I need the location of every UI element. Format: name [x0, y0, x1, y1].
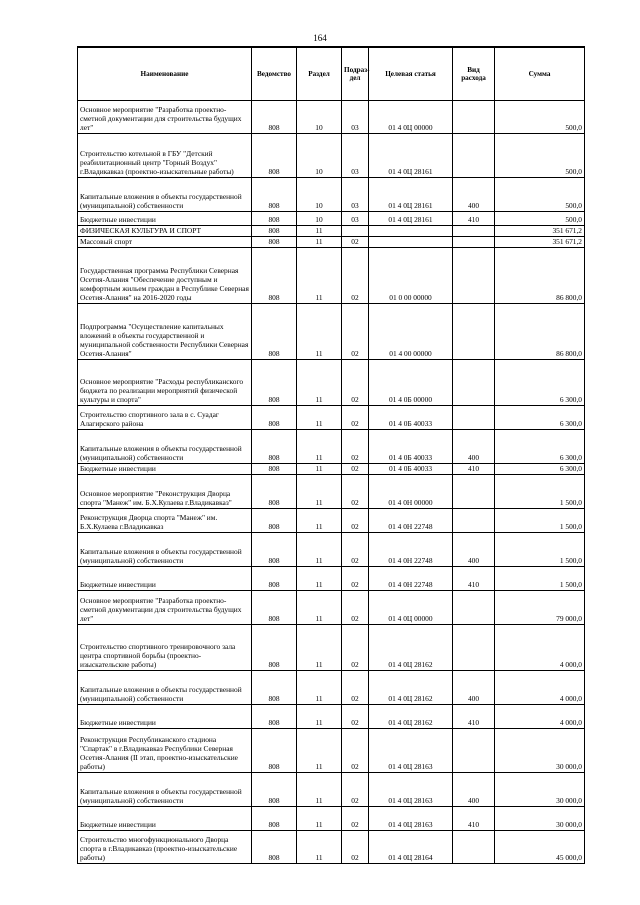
cell-amount: 6 300,0 [495, 360, 585, 406]
table-row [78, 671, 585, 705]
cell-target [369, 237, 453, 248]
cell-subsection: 02 [342, 475, 369, 509]
table-row [78, 101, 585, 134]
cell-amount: 79 000,0 [495, 591, 585, 625]
cell-expense [453, 625, 495, 671]
cell-section: 11 [297, 705, 342, 729]
cell-subsection: 02 [342, 237, 369, 248]
cell-amount: 6 300,0 [495, 406, 585, 430]
cell-department: 808 [252, 831, 297, 864]
cell-target: 01 4 0Н 22748 [369, 567, 453, 591]
cell-expense [453, 101, 495, 134]
table-row [78, 134, 585, 178]
cell-amount: 6 300,0 [495, 464, 585, 475]
cell-target: 01 4 0Н 22748 [369, 509, 453, 533]
cell-expense [453, 237, 495, 248]
cell-name: ФИЗИЧЕСКАЯ КУЛЬТУРА И СПОРТ [78, 226, 252, 237]
table-row [78, 248, 585, 304]
table-row [78, 212, 585, 226]
cell-name: Капитальные вложения в объекты государственной (муниципальной) собственности [78, 773, 252, 807]
cell-section: 11 [297, 237, 342, 248]
cell-department: 808 [252, 178, 297, 212]
cell-section: 11 [297, 567, 342, 591]
cell-name: Строительство спортивного зала в с. Суадаг Алагирского района [78, 406, 252, 430]
cell-target: 01 4 0Ц 28163 [369, 807, 453, 831]
header-amount: Сумма [495, 47, 585, 101]
cell-subsection: 02 [342, 591, 369, 625]
cell-name: Капитальные вложения в объекты государственной (муниципальной) собственности [78, 178, 252, 212]
cell-target: 01 4 0Ц 28162 [369, 705, 453, 729]
header-department: Ведомство [252, 47, 297, 101]
cell-department: 808 [252, 360, 297, 406]
cell-expense: 400 [453, 178, 495, 212]
cell-amount: 500,0 [495, 134, 585, 178]
table-row [78, 237, 585, 248]
cell-target: 01 4 0Ц 00000 [369, 591, 453, 625]
cell-expense: 400 [453, 533, 495, 567]
cell-section: 11 [297, 304, 342, 360]
cell-expense: 410 [453, 567, 495, 591]
cell-expense [453, 729, 495, 773]
table-row [78, 625, 585, 671]
cell-subsection: 02 [342, 430, 369, 464]
cell-department: 808 [252, 509, 297, 533]
cell-section: 11 [297, 360, 342, 406]
table-row [78, 773, 585, 807]
cell-target: 01 4 0Ц 00000 [369, 101, 453, 134]
cell-target: 01 4 0Н 22748 [369, 533, 453, 567]
header-subsection: Подраз- дел [342, 47, 369, 101]
cell-expense [453, 831, 495, 864]
cell-amount: 1 500,0 [495, 533, 585, 567]
cell-section: 11 [297, 248, 342, 304]
cell-expense: 400 [453, 430, 495, 464]
cell-amount: 45 000,0 [495, 831, 585, 864]
cell-target: 01 4 0Н 00000 [369, 475, 453, 509]
table-row [78, 567, 585, 591]
cell-amount: 86 800,0 [495, 304, 585, 360]
cell-amount: 500,0 [495, 212, 585, 226]
cell-amount: 500,0 [495, 101, 585, 134]
table-row [78, 533, 585, 567]
cell-subsection: 02 [342, 304, 369, 360]
cell-name: Основное мероприятие "Реконструкция Дворца спорта "Манеж" им. Б.Х.Кулаева г.Владикавказ" [78, 475, 252, 509]
cell-expense: 410 [453, 464, 495, 475]
cell-target: 01 4 0Ц 28161 [369, 134, 453, 178]
cell-amount: 4 000,0 [495, 625, 585, 671]
cell-expense [453, 406, 495, 430]
cell-target: 01 4 00 00000 [369, 304, 453, 360]
cell-subsection: 02 [342, 248, 369, 304]
cell-amount: 30 000,0 [495, 807, 585, 831]
cell-name: Государственная программа Республики Северная Осетия-Алания "Обеспечение доступным и комфортным жильем граждан в Республике Северная Осетия-Алания" на 2016-2020 годы [78, 248, 252, 304]
cell-target: 01 4 0Ц 28164 [369, 831, 453, 864]
cell-name: Строительство многофункционального Дворца спорта в г.Владикавказ (проектно-изыскательские работы) [78, 831, 252, 864]
cell-name: Бюджетные инвестиции [78, 705, 252, 729]
cell-name: Капитальные вложения в объекты государственной (муниципальной) собственности [78, 533, 252, 567]
header-expense: Вид расхода [453, 47, 495, 101]
cell-department: 808 [252, 773, 297, 807]
cell-target: 01 4 0Ц 28162 [369, 625, 453, 671]
cell-subsection: 02 [342, 567, 369, 591]
cell-section: 10 [297, 101, 342, 134]
cell-name: Основное мероприятие "Расходы республиканского бюджета по реализации мероприятий физической культуры и спорта" [78, 360, 252, 406]
cell-target: 01 4 0Ц 28162 [369, 671, 453, 705]
table-row [78, 360, 585, 406]
cell-expense [453, 304, 495, 360]
cell-section: 11 [297, 831, 342, 864]
cell-section: 10 [297, 134, 342, 178]
cell-amount: 1 500,0 [495, 567, 585, 591]
cell-target: 01 4 0Ц 28161 [369, 178, 453, 212]
cell-section: 11 [297, 773, 342, 807]
cell-name: Подпрограмма "Осуществление капитальных вложений в объекты государственной и муниципальной собственности Республики Северная Осетия-Алания" [78, 304, 252, 360]
cell-amount: 351 671,2 [495, 226, 585, 237]
cell-department: 808 [252, 475, 297, 509]
cell-target: 01 4 0Б 00000 [369, 360, 453, 406]
cell-department: 808 [252, 430, 297, 464]
cell-department: 808 [252, 101, 297, 134]
cell-expense [453, 591, 495, 625]
cell-name: Основное мероприятие "Разработка проектно-сметной документации для строительства будущих лет" [78, 591, 252, 625]
table-row [78, 831, 585, 864]
cell-subsection: 02 [342, 773, 369, 807]
table-row [78, 705, 585, 729]
table-row [78, 178, 585, 212]
cell-section: 11 [297, 464, 342, 475]
table-header-row [78, 47, 585, 101]
cell-section: 11 [297, 591, 342, 625]
cell-subsection: 02 [342, 406, 369, 430]
cell-expense: 400 [453, 671, 495, 705]
cell-name: Строительство спортивного тренировочного зала центра спортивной борьбы (проектно-изыскательские работы) [78, 625, 252, 671]
cell-name: Бюджетные инвестиции [78, 212, 252, 226]
cell-target: 01 0 00 00000 [369, 248, 453, 304]
cell-name: Бюджетные инвестиции [78, 567, 252, 591]
cell-name: Бюджетные инвестиции [78, 464, 252, 475]
cell-expense [453, 248, 495, 304]
budget-table [77, 46, 585, 864]
cell-subsection: 02 [342, 533, 369, 567]
cell-department: 808 [252, 591, 297, 625]
cell-name: Реконструкция Республиканского стадиона "Спартак" в г.Владикавказ Республики Северная Осетия-Алания (II этап, проектно-изыскательские работы) [78, 729, 252, 773]
header-name: Наименование [78, 47, 252, 101]
cell-name: Реконструкция Дворца спорта "Манеж" им. Б.Х.Кулаева г.Владикавказ [78, 509, 252, 533]
cell-subsection: 03 [342, 212, 369, 226]
table-row [78, 509, 585, 533]
cell-department: 808 [252, 304, 297, 360]
cell-subsection: 03 [342, 134, 369, 178]
cell-name: Основное мероприятие "Разработка проектно-сметной документации для строительства будущих лет" [78, 101, 252, 134]
cell-expense: 410 [453, 212, 495, 226]
cell-department: 808 [252, 464, 297, 475]
header-section: Раздел [297, 47, 342, 101]
table-row [78, 729, 585, 773]
table-row [78, 430, 585, 464]
table-row [78, 226, 585, 237]
cell-expense [453, 509, 495, 533]
cell-section: 11 [297, 509, 342, 533]
cell-section: 11 [297, 533, 342, 567]
cell-department: 808 [252, 705, 297, 729]
cell-amount: 30 000,0 [495, 773, 585, 807]
cell-expense: 410 [453, 807, 495, 831]
cell-amount: 86 800,0 [495, 248, 585, 304]
cell-amount: 6 300,0 [495, 430, 585, 464]
cell-target: 01 4 0Б 40033 [369, 464, 453, 475]
page-number: 164 [313, 33, 327, 43]
cell-department: 808 [252, 226, 297, 237]
cell-subsection: 02 [342, 509, 369, 533]
cell-name: Капитальные вложения в объекты государственной (муниципальной) собственности [78, 430, 252, 464]
cell-target [369, 226, 453, 237]
cell-amount: 4 000,0 [495, 671, 585, 705]
cell-subsection [342, 226, 369, 237]
cell-subsection: 03 [342, 178, 369, 212]
cell-section: 10 [297, 212, 342, 226]
cell-name: Капитальные вложения в объекты государственной (муниципальной) собственности [78, 671, 252, 705]
cell-section: 11 [297, 475, 342, 509]
cell-expense: 410 [453, 705, 495, 729]
cell-subsection: 02 [342, 831, 369, 864]
cell-target: 01 4 0Ц 28161 [369, 212, 453, 226]
cell-amount: 1 500,0 [495, 475, 585, 509]
cell-section: 11 [297, 226, 342, 237]
cell-name: Строительство котельной в ГБУ "Детский реабилитационный центр "Горный Воздух" г.Владикавказ (проектно-изыскательные работы) [78, 134, 252, 178]
cell-section: 11 [297, 406, 342, 430]
cell-subsection: 03 [342, 101, 369, 134]
cell-amount: 1 500,0 [495, 509, 585, 533]
cell-department: 808 [252, 625, 297, 671]
cell-department: 808 [252, 237, 297, 248]
cell-section: 11 [297, 430, 342, 464]
cell-expense [453, 226, 495, 237]
cell-department: 808 [252, 807, 297, 831]
cell-expense: 400 [453, 773, 495, 807]
cell-expense [453, 134, 495, 178]
cell-department: 808 [252, 729, 297, 773]
cell-department: 808 [252, 212, 297, 226]
cell-section: 11 [297, 671, 342, 705]
cell-amount: 30 000,0 [495, 729, 585, 773]
cell-target: 01 4 0Ц 28163 [369, 773, 453, 807]
cell-subsection: 02 [342, 807, 369, 831]
cell-subsection: 02 [342, 705, 369, 729]
cell-subsection: 02 [342, 671, 369, 705]
table-body [78, 101, 585, 864]
cell-name: Массовый спорт [78, 237, 252, 248]
cell-department: 808 [252, 567, 297, 591]
table-row [78, 475, 585, 509]
cell-section: 11 [297, 729, 342, 773]
table-row [78, 406, 585, 430]
cell-section: 11 [297, 807, 342, 831]
header-target: Целевая статья [369, 47, 453, 101]
table-row [78, 304, 585, 360]
cell-department: 808 [252, 406, 297, 430]
cell-section: 10 [297, 178, 342, 212]
cell-subsection: 02 [342, 464, 369, 475]
cell-amount: 4 000,0 [495, 705, 585, 729]
cell-target: 01 4 0Б 40033 [369, 406, 453, 430]
cell-section: 11 [297, 625, 342, 671]
cell-amount: 500,0 [495, 178, 585, 212]
table-row [78, 464, 585, 475]
cell-target: 01 4 0Ц 28163 [369, 729, 453, 773]
cell-subsection: 02 [342, 729, 369, 773]
cell-department: 808 [252, 533, 297, 567]
cell-department: 808 [252, 134, 297, 178]
cell-department: 808 [252, 671, 297, 705]
cell-subsection: 02 [342, 625, 369, 671]
cell-expense [453, 360, 495, 406]
table-row [78, 591, 585, 625]
cell-target: 01 4 0Б 40033 [369, 430, 453, 464]
cell-department: 808 [252, 248, 297, 304]
cell-expense [453, 475, 495, 509]
cell-name: Бюджетные инвестиции [78, 807, 252, 831]
table-row [78, 807, 585, 831]
cell-amount: 351 671,2 [495, 237, 585, 248]
cell-subsection: 02 [342, 360, 369, 406]
